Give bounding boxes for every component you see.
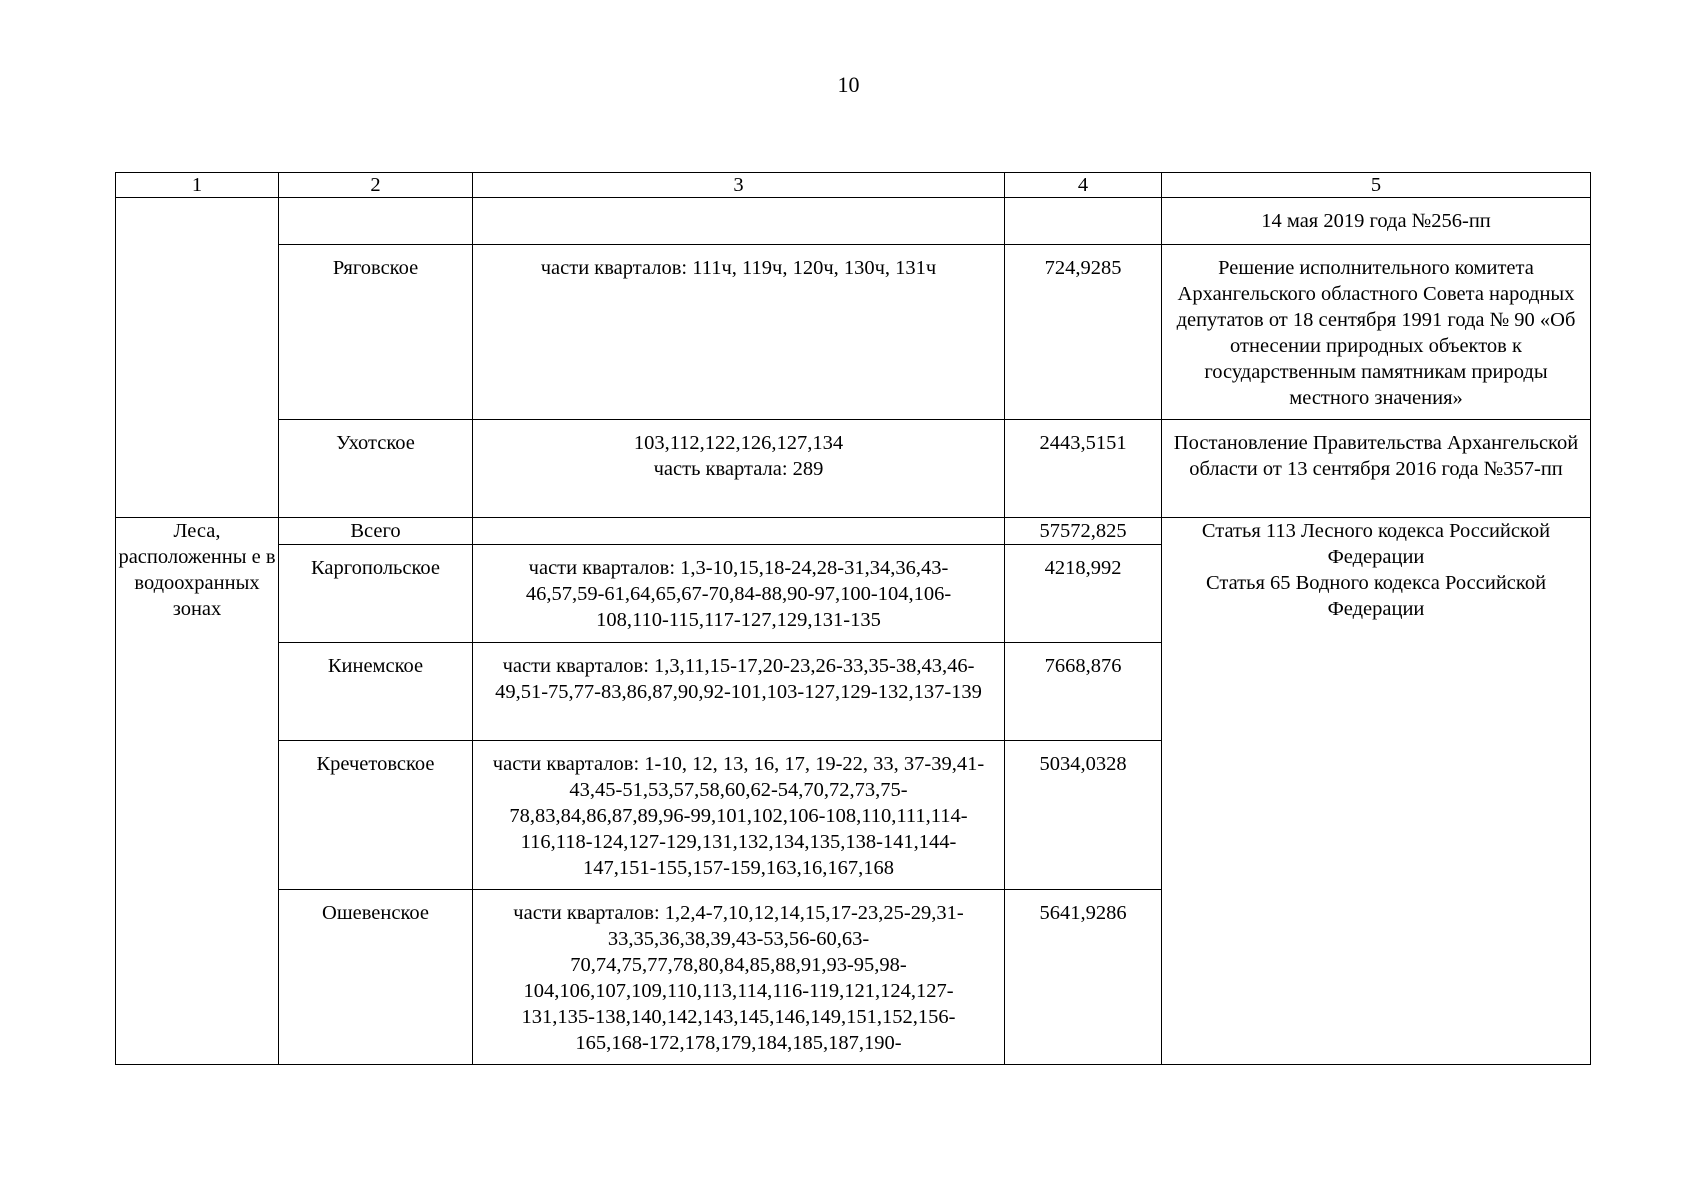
data-table bbox=[115, 172, 1591, 1065]
column-header: 4 bbox=[1005, 173, 1162, 198]
legal-basis-cell bbox=[1162, 518, 1591, 1065]
legal-basis-line: Статья 65 Водного кодекса Российской Федерации bbox=[1205, 572, 1547, 620]
quarters-text: части кварталов: 1,3,11,15-17,20-23,26-33,35-38,43,46-49,51-75,77-83,86,87,90,92-101,103-127,129-132,137-139 bbox=[495, 655, 982, 703]
legal-basis-line: Статья 113 Лесного кодекса Российской Федерации bbox=[1201, 520, 1551, 568]
area-value: 5641,9286 bbox=[1039, 902, 1127, 924]
forestry-cell bbox=[279, 741, 473, 890]
column-header: 2 bbox=[279, 173, 473, 198]
area-cell bbox=[1005, 643, 1162, 741]
table-row bbox=[116, 420, 1591, 518]
forestry-cell bbox=[279, 420, 473, 518]
area-cell bbox=[1005, 890, 1162, 1065]
area-value: 724,9285 bbox=[1044, 257, 1122, 279]
legal-basis-text: Постановление Правительства Архангельской области от 13 сентября 2016 года №357-пп bbox=[1173, 432, 1579, 480]
quarters-cell bbox=[473, 198, 1005, 245]
area-cell bbox=[1005, 545, 1162, 643]
area-cell bbox=[1005, 420, 1162, 518]
quarters-cell bbox=[473, 545, 1005, 643]
quarters-cell bbox=[473, 741, 1005, 890]
table-row bbox=[116, 198, 1591, 245]
forestry-name: Каргопольское bbox=[310, 557, 441, 579]
forestry-cell bbox=[279, 545, 473, 643]
column-header: 1 bbox=[116, 173, 279, 198]
quarters-cell bbox=[473, 643, 1005, 741]
area-total-cell: 57572,825 bbox=[1005, 518, 1162, 545]
forestry-cell bbox=[279, 643, 473, 741]
forestry-cell: Всего bbox=[279, 518, 473, 545]
forestry-cell bbox=[279, 245, 473, 420]
forestry-name: Ряговское bbox=[332, 257, 419, 279]
quarters-cell bbox=[473, 420, 1005, 518]
area-value: 4218,992 bbox=[1044, 557, 1122, 579]
table-header-row bbox=[116, 173, 1591, 198]
quarters-text: части кварталов: 111ч, 119ч, 120ч, 130ч, 131ч bbox=[540, 257, 937, 279]
area-value: 7668,876 bbox=[1044, 655, 1122, 677]
legal-basis-text: 14 мая 2019 года №256-пп bbox=[1261, 210, 1491, 232]
table-row bbox=[116, 245, 1591, 420]
quarters-cell bbox=[473, 890, 1005, 1065]
forestry-name: Кречетовское bbox=[316, 753, 435, 775]
forestry-cell bbox=[279, 198, 473, 245]
forestry-name: Ухотское bbox=[336, 432, 415, 454]
forestry-name: Кинемское bbox=[327, 655, 424, 677]
quarters-line: 103,112,122,126,127,134 bbox=[633, 432, 844, 454]
area-value: 5034,0328 bbox=[1039, 753, 1127, 775]
quarters-text: части кварталов: 1-10, 12, 13, 16, 17, 19-22, 33, 37-39,41-43,45-51,53,57,58,60,62-54,70,72,73,75-78,83,84,86,87,89,96-99,101,102,106-108,110,111,114-116,118-124,127-129,131,132,134,135,138-141,144-147,151-155,157-159,163,16,167,168 bbox=[492, 753, 985, 879]
category-cell bbox=[116, 518, 279, 1065]
area-cell bbox=[1005, 741, 1162, 890]
quarters-cell bbox=[473, 518, 1005, 545]
table-row-total bbox=[116, 518, 1591, 545]
quarters-line: часть квартала: 289 bbox=[653, 458, 824, 480]
legal-basis-cell bbox=[1162, 198, 1591, 245]
page-number: 10 bbox=[837, 72, 860, 97]
area-value: 2443,5151 bbox=[1039, 432, 1127, 454]
area-cell bbox=[1005, 245, 1162, 420]
area-cell bbox=[1005, 198, 1162, 245]
legal-basis-cell bbox=[1162, 420, 1591, 518]
legal-basis-cell bbox=[1162, 245, 1591, 420]
category-text: Леса, расположенны е в водоохранных зонах bbox=[118, 520, 276, 620]
category-cell-empty bbox=[116, 198, 279, 518]
column-header: 3 bbox=[473, 173, 1005, 198]
quarters-cell bbox=[473, 245, 1005, 420]
forestry-name: Ошевенское bbox=[322, 902, 429, 924]
legal-basis-text: Решение исполнительного комитета Архангельского областного Совета народных депутатов от 18 сентября 1991 года № 90 «Об отнесении природных объектов к государственным памятникам природы местного значения» bbox=[1176, 257, 1576, 409]
forestry-cell bbox=[279, 890, 473, 1065]
column-header: 5 bbox=[1162, 173, 1591, 198]
quarters-text: части кварталов: 1,3-10,15,18-24,28-31,34,36,43-46,57,59-61,64,65,67-70,84-88,90-97,100-104,106-108,110-115,117-127,129,131-135 bbox=[525, 557, 952, 631]
quarters-text: части кварталов: 1,2,4-7,10,12,14,15,17-23,25-29,31-33,35,36,38,39,43-53,56-60,63-70,74,75,77,78,80,84,85,88,91,93-95,98-104,106,107,109,110,113,114,116-119,121,124,127-131,135-138,140,142,143,145,146,149,151,152,156-165,168-172,178,179,184,185,187,190- bbox=[513, 902, 964, 1054]
